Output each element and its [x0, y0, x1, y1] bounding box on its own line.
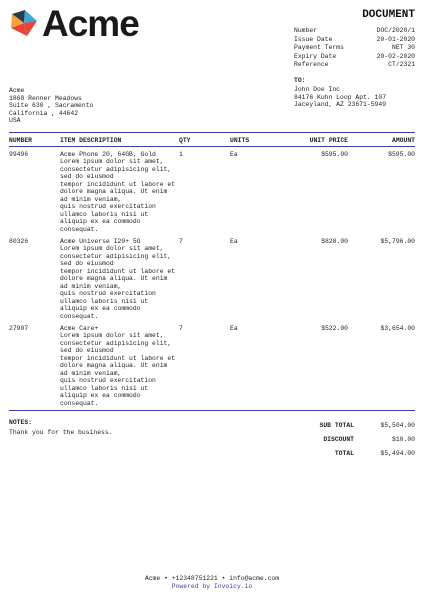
discount-row [300, 436, 415, 450]
item-unit-price: $595.00 [321, 151, 348, 158]
meta-row-expiry-date [294, 53, 415, 62]
meta-value: DOC/2020/1 [376, 27, 415, 34]
meta-row-issue-date [294, 36, 415, 45]
item-units: Ea [230, 325, 238, 332]
header-qty: QTY [179, 136, 191, 144]
table-divider [9, 410, 415, 411]
subtotal-row [300, 422, 415, 436]
address-line: 1868 Renner Meadows [9, 94, 82, 102]
item-unit-price: $828.00 [321, 238, 348, 245]
item-units: Ea [230, 151, 238, 158]
table-header [9, 132, 415, 147]
item-amount: $5,796.00 [380, 238, 415, 245]
item-description: Acme Care+ Lorem ipsum dolor sit amet, consectetur adipisicing elit, sed do eiusmod tempor incididunt ut labore et dolore magna aliqua. Ut enim ad minim veniam, quis nostrud exercitation ullamco laboris nisi ut aliquip ex ea commodo consequat. [60, 325, 176, 407]
address-line: John Doe Inc [294, 86, 341, 93]
table-row [9, 151, 415, 238]
notes-label: NOTES: [9, 419, 33, 426]
notes-section [9, 419, 113, 437]
item-qty: 1 [179, 151, 183, 158]
total-value: $5,494.00 [380, 450, 415, 457]
meta-row-payment-terms [294, 44, 415, 53]
item-qty: 7 [179, 325, 183, 332]
subtotal-value: $5,504.00 [380, 422, 415, 429]
to-label: TO: [294, 77, 306, 84]
document-title: DOCUMENT [362, 9, 415, 21]
meta-row-reference [294, 61, 415, 70]
item-amount: $3,654.00 [380, 325, 415, 332]
subtotal-label: SUB TOTAL [319, 422, 354, 429]
total-row [300, 450, 415, 464]
header-units: UNITS [230, 136, 250, 144]
address-line: 84176 Kuhn Loop Apt. 107 [294, 93, 387, 101]
sender-address [9, 87, 149, 125]
item-units: Ea [230, 238, 238, 245]
brand-name: Acme [42, 2, 139, 44]
item-number: 27907 [9, 325, 29, 332]
recipient-address [294, 77, 419, 109]
footer [0, 575, 424, 591]
header-description: ITEM DESCRIPTION [60, 136, 122, 144]
meta-label: Expiry Date [294, 52, 337, 60]
meta-label: Reference [294, 61, 329, 69]
meta-label: Payment Terms [294, 44, 344, 52]
item-description: Acme Universe I20+ 5G Lorem ipsum dolor sit amet, consectetur adipisicing elit, sed do eiusmod tempor incididunt ut labore et dolore magna aliqua. Ut enim ad minim veniam, quis nostrud exercitation ullamco laboris nisi ut aliquip ex ea commodo consequat. [60, 238, 176, 320]
address-line: California , 44642 [9, 109, 79, 117]
document-meta [294, 27, 415, 70]
header-amount: AMOUNT [391, 136, 415, 144]
meta-row-number [294, 27, 415, 36]
brand-logo [9, 2, 139, 44]
discount-label: DISCOUNT [323, 436, 354, 443]
item-amount: $595.00 [388, 151, 415, 158]
item-number: 80326 [9, 238, 29, 245]
footer-contact: Acme • +12348751221 • info@acme.com [144, 575, 280, 582]
total-label: TOTAL [334, 450, 354, 457]
meta-label: Issue Date [294, 35, 333, 43]
meta-label: Number [294, 27, 318, 34]
pinwheel-logo-icon [9, 8, 39, 38]
item-description: Acme Phone 20, 64GB, Gold Lorem ipsum dolor sit amet, consectetur adipisicing elit, sed do eiusmod tempor incididunt ut labore et dolore magna aliqua. Ut enim ad minim veniam, quis nostrud exercitation ullamco laboris nisi ut aliquip ex ea commodo consequat. [60, 151, 176, 233]
address-line: Jaceyland, AZ 23671-5949 [294, 101, 387, 108]
items-table [9, 132, 415, 412]
item-number: 99496 [9, 151, 29, 158]
meta-value: CT/2321 [388, 61, 415, 69]
item-qty: 7 [179, 238, 183, 245]
powered-by-link[interactable]: Powered by Invoicy.io [171, 583, 253, 590]
table-row [9, 325, 415, 412]
discount-value: $10.00 [391, 436, 415, 443]
header-number: NUMBER [9, 136, 33, 144]
item-unit-price: $522.00 [321, 325, 348, 332]
meta-value: 20-02-2020 [376, 52, 415, 60]
notes-text: Thank you for the business. [9, 429, 113, 436]
address-line: Acme [9, 87, 25, 94]
table-row [9, 238, 415, 325]
meta-value: 20-01-2020 [376, 35, 415, 43]
header-unit-price: UNIT PRICE [309, 136, 348, 144]
meta-value: NET 30 [391, 44, 415, 52]
address-line: Suite 630 , Sacramento [9, 102, 94, 109]
totals-section [300, 422, 415, 464]
address-line: USA [9, 117, 21, 124]
